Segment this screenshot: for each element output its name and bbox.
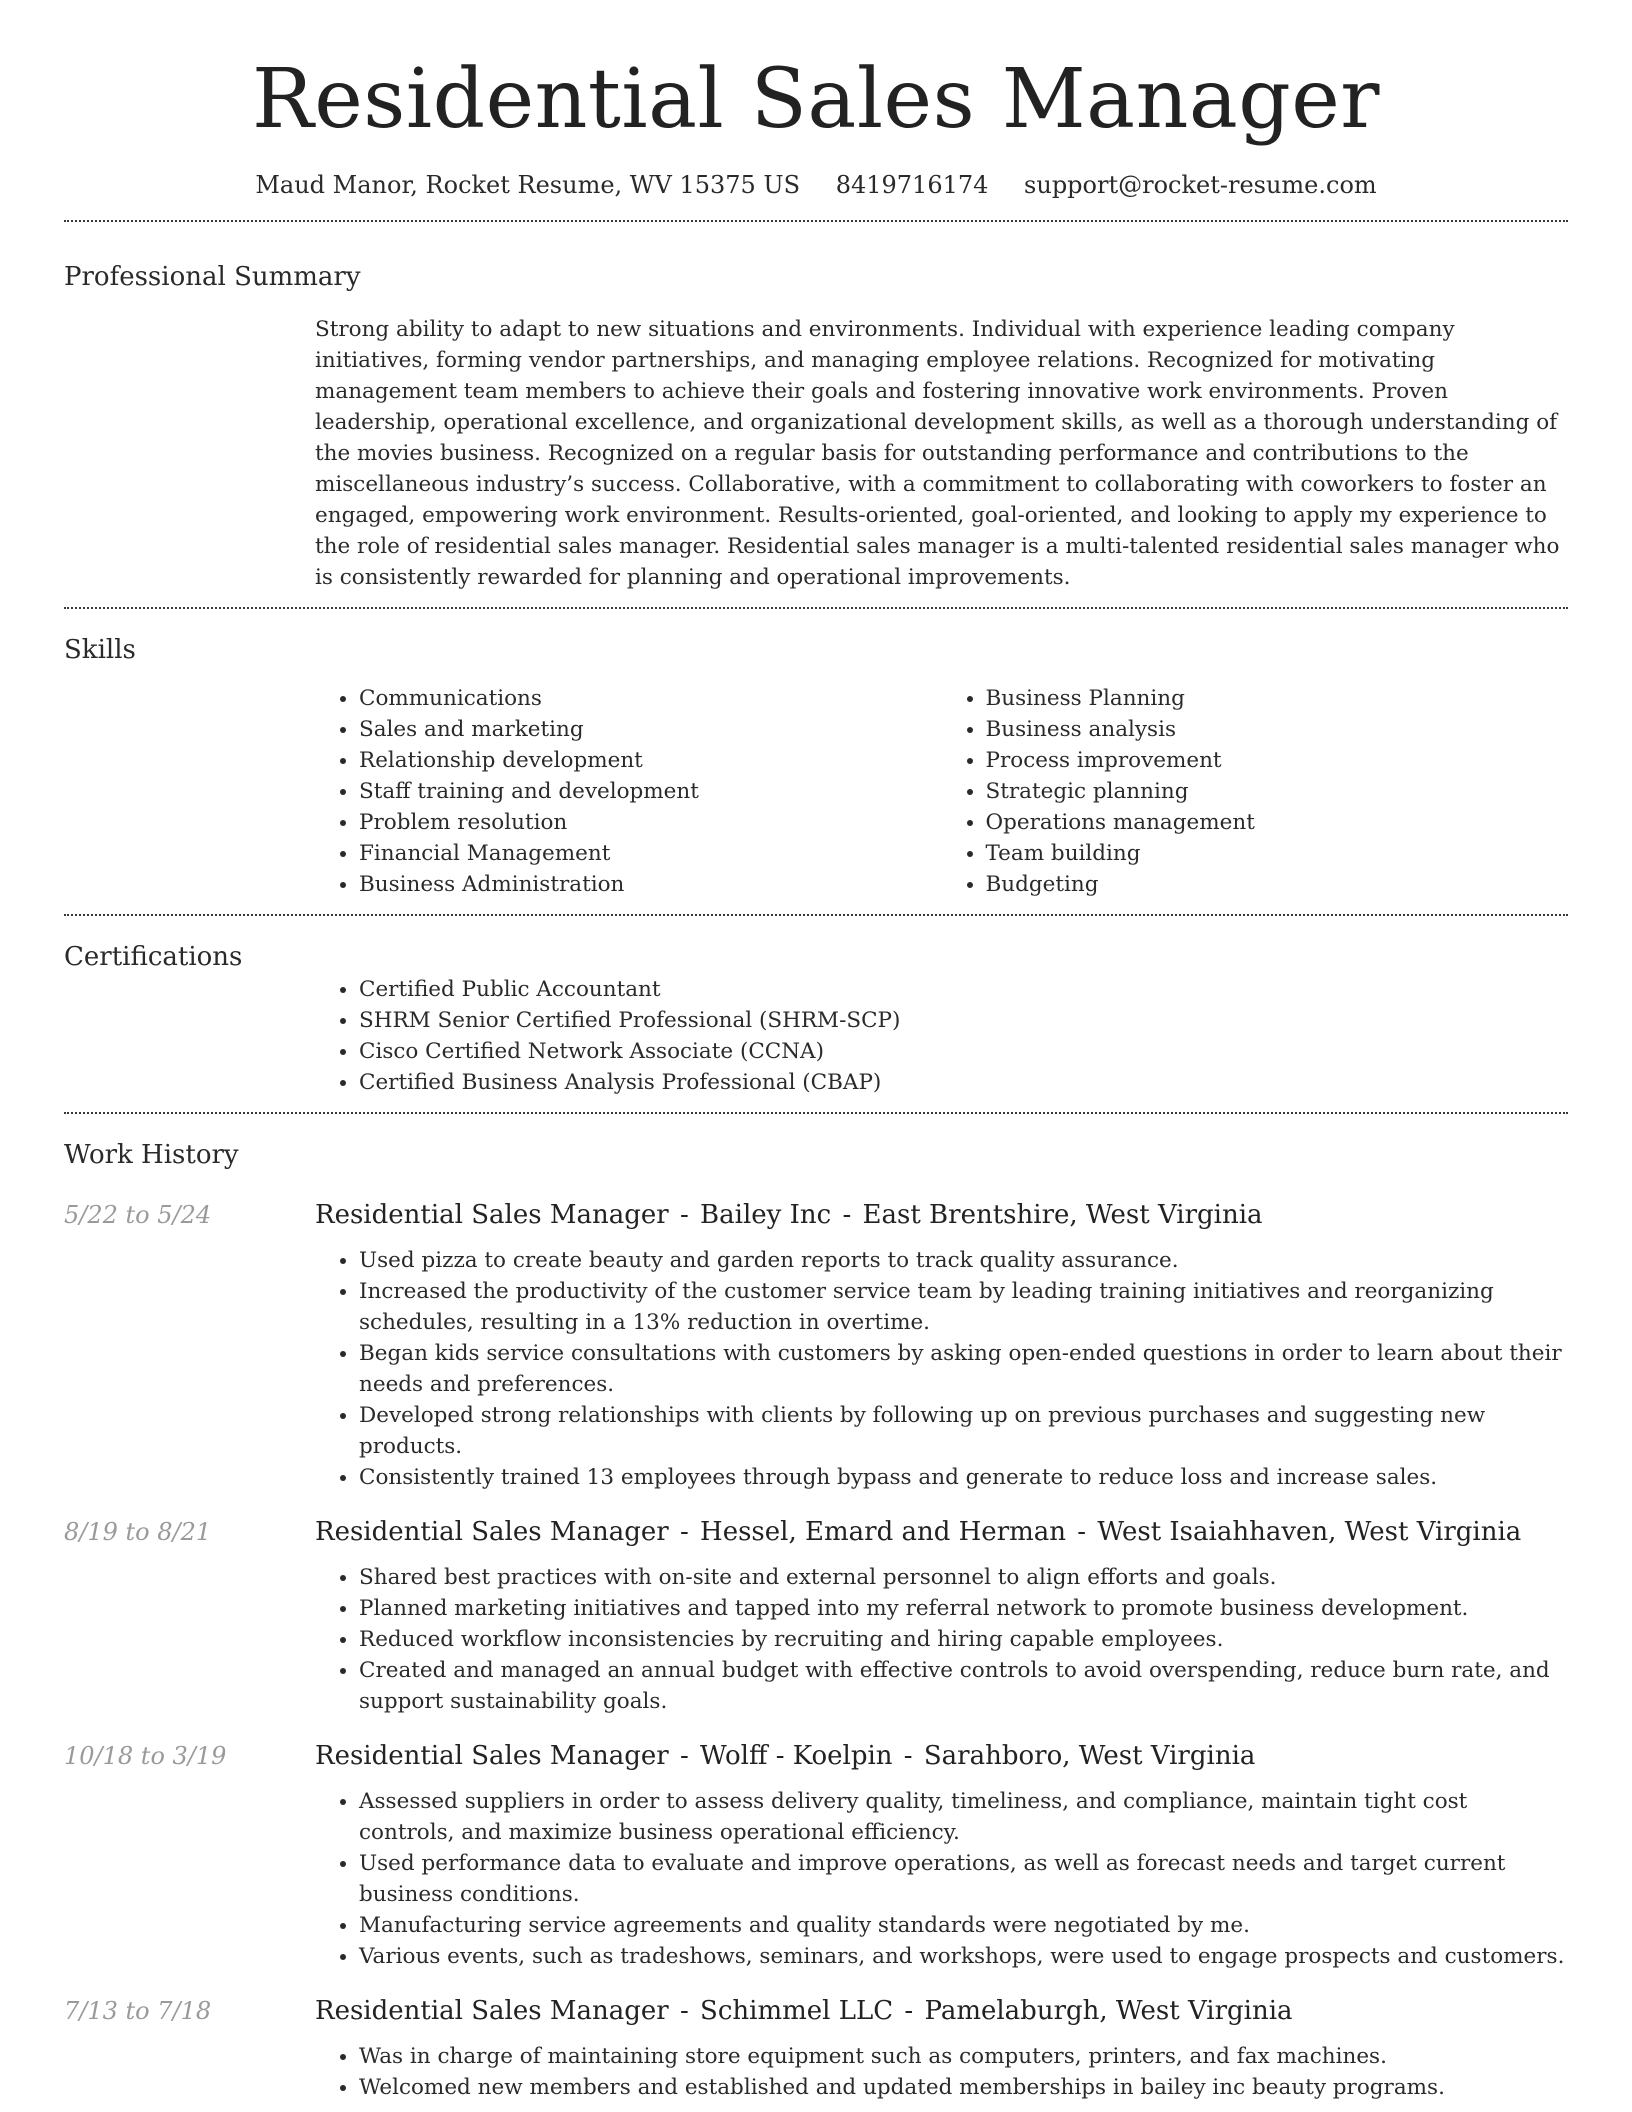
job-bullet: • Used performance data to evaluate and improve operations, as well as forecast needs and target current business conditions.: [359, 1848, 1568, 1910]
summary-text: Strong ability to adapt to new situations and environments. Individual with experience leading company initiatives, forming vendor partnerships, and managing employee relations. Recognized for motivating management team members to achieve their goals and fostering innovative work environments. Proven leadership, operational excellence, and organizational development skills, as well as a thorough understanding of the movies business. Recognized on a regular basis for outstanding performance and contributions to the miscellaneous industry’s success. Collaborative, with a commitment to collaborating with coworkers to foster an engaged, empowering work environment. Results-oriented, goal-oriented, and looking to apply my experience to the role of residential sales manager. Residential sales manager is a multi-talented residential sales manager who is consistently rewarded for planning and operational improvements.: [315, 317, 1560, 590]
job-title: Residential Sales Manager - Bailey Inc - East Brentshire, West Virginia: [315, 1200, 1263, 1230]
job-bullet: • Shared best practices with on-site and external personnel to align efforts and goals.: [359, 1562, 1568, 1593]
job-bullet: • Planned marketing initiatives and tapped into my referral network to promote business development.: [359, 1593, 1568, 1624]
contact-email: support@rocket-resume.com: [1024, 171, 1377, 199]
job-entry: [64, 1994, 1568, 2103]
jobs-list: [64, 1172, 1568, 2103]
job-dates: 10/18 to 3/19: [64, 1742, 227, 1770]
job-title: Residential Sales Manager - Hessel, Emard and Herman - West Isaiahhaven, West Virginia: [315, 1517, 1522, 1547]
job-title: Residential Sales Manager - Schimmel LLC - Pamelaburgh, West Virginia: [315, 1996, 1293, 2026]
skill-item: • Business Administration: [359, 869, 942, 900]
skill-item: • Financial Management: [359, 838, 942, 869]
job-bullet: • Consistently trained 13 employees through bypass and generate to reduce loss and increase sales.: [359, 1462, 1568, 1493]
job-bullets: [315, 1562, 1568, 1717]
job-location: Sarahboro, West Virginia: [923, 1741, 1256, 1771]
job-bullets: [315, 2041, 1568, 2103]
certifications-list: [315, 974, 1568, 1098]
certifications-section: [64, 916, 1568, 1112]
skill-item: • Budgeting: [986, 869, 1569, 900]
job-bullet: • Was in charge of maintaining store equipment such as computers, printers, and fax machines.: [359, 2041, 1568, 2072]
job-bullets: [315, 1245, 1568, 1493]
certification-item: • Certified Public Accountant: [359, 974, 1568, 1005]
job-bullet: • Created and managed an annual budget with effective controls to avoid overspending, reduce burn rate, and support sustainability goals.: [359, 1655, 1568, 1717]
skill-item: • Strategic planning: [986, 776, 1569, 807]
skill-item: • Problem resolution: [359, 807, 942, 838]
job-company: Hessel, Emard and Herman: [700, 1517, 1067, 1547]
skill-item: • Business analysis: [986, 714, 1569, 745]
job-dates: 5/22 to 5/24: [64, 1201, 212, 1229]
job-bullet: • Various events, such as tradeshows, seminars, and workshops, were used to engage prospects and customers.: [359, 1941, 1568, 1972]
certification-item: • Certified Business Analysis Professional (CBAP): [359, 1067, 1568, 1098]
skills-section: [64, 609, 1568, 914]
job-bullet: • Increased the productivity of the customer service team by leading training initiatives and reorganizing schedules, resulting in a 13% reduction in overtime.: [359, 1276, 1568, 1338]
job-bullet: • Assessed suppliers in order to assess delivery quality, timeliness, and compliance, maintain tight cost controls, and maximize business operational efficiency.: [359, 1786, 1568, 1848]
job-bullet: • Developed strong relationships with clients by following up on previous purchases and suggesting new products.: [359, 1400, 1568, 1462]
job-entry: [64, 1739, 1568, 1972]
summary-section: [64, 222, 1568, 607]
skills-list-left: [315, 683, 942, 900]
skills-heading: Skills: [64, 635, 136, 665]
job-role: Residential Sales Manager: [315, 1517, 669, 1547]
skills-list-right: [942, 683, 1569, 900]
job-dates: 7/13 to 7/18: [64, 1997, 212, 2025]
job-bullet: • Welcomed new members and established and updated memberships in bailey inc beauty programs.: [359, 2072, 1568, 2103]
job-title: Residential Sales Manager - Wolff - Koelpin - Sarahboro, West Virginia: [315, 1741, 1256, 1771]
job-entry: [64, 1515, 1568, 1717]
contact-phone: 8419716174: [835, 171, 989, 199]
skill-item: • Operations management: [986, 807, 1569, 838]
candidate-name: Residential Sales Manager: [252, 52, 1380, 147]
skills-grid: [315, 683, 1568, 900]
skill-item: • Staff training and development: [359, 776, 942, 807]
certification-item: • Cisco Certified Network Associate (CCNA): [359, 1036, 1568, 1067]
job-dates: 8/19 to 8/21: [64, 1518, 212, 1546]
resume-header: [64, 0, 1568, 202]
work-history-section: [64, 1114, 1568, 2112]
job-role: Residential Sales Manager: [315, 1996, 669, 2026]
job-bullet: • Reduced workflow inconsistencies by recruiting and hiring capable employees.: [359, 1624, 1568, 1655]
contact-address: Maud Manor, Rocket Resume, WV 15375 US: [255, 171, 801, 199]
summary-heading: Professional Summary: [64, 262, 361, 292]
job-company: Bailey Inc: [700, 1200, 832, 1230]
skill-item: • Business Planning: [986, 683, 1569, 714]
job-bullet: • Manufacturing service agreements and quality standards were negotiated by me.: [359, 1910, 1568, 1941]
job-role: Residential Sales Manager: [315, 1741, 669, 1771]
skill-item: • Communications: [359, 683, 942, 714]
certification-item: • SHRM Senior Certified Professional (SHRM-SCP): [359, 1005, 1568, 1036]
skill-item: • Sales and marketing: [359, 714, 942, 745]
work-history-heading: Work History: [64, 1140, 239, 1170]
skill-item: • Process improvement: [986, 745, 1569, 776]
job-company: Wolff - Koelpin: [700, 1741, 893, 1771]
job-bullets: [315, 1786, 1568, 1972]
skill-item: • Relationship development: [359, 745, 942, 776]
contact-line: [64, 168, 1568, 202]
job-entry: [64, 1198, 1568, 1493]
job-location: West Isaiahhaven, West Virginia: [1097, 1517, 1522, 1547]
job-bullet: • Used pizza to create beauty and garden reports to track quality assurance.: [359, 1245, 1568, 1276]
certifications-heading: Certifications: [64, 942, 243, 972]
job-role: Residential Sales Manager: [315, 1200, 669, 1230]
job-company: Schimmel LLC: [700, 1996, 894, 2026]
job-location: Pamelaburgh, West Virginia: [924, 1996, 1293, 2026]
job-bullet: • Began kids service consultations with customers by asking open-ended questions in order to learn about their needs and preferences.: [359, 1338, 1568, 1400]
job-location: East Brentshire, West Virginia: [862, 1200, 1263, 1230]
skill-item: • Team building: [986, 838, 1569, 869]
